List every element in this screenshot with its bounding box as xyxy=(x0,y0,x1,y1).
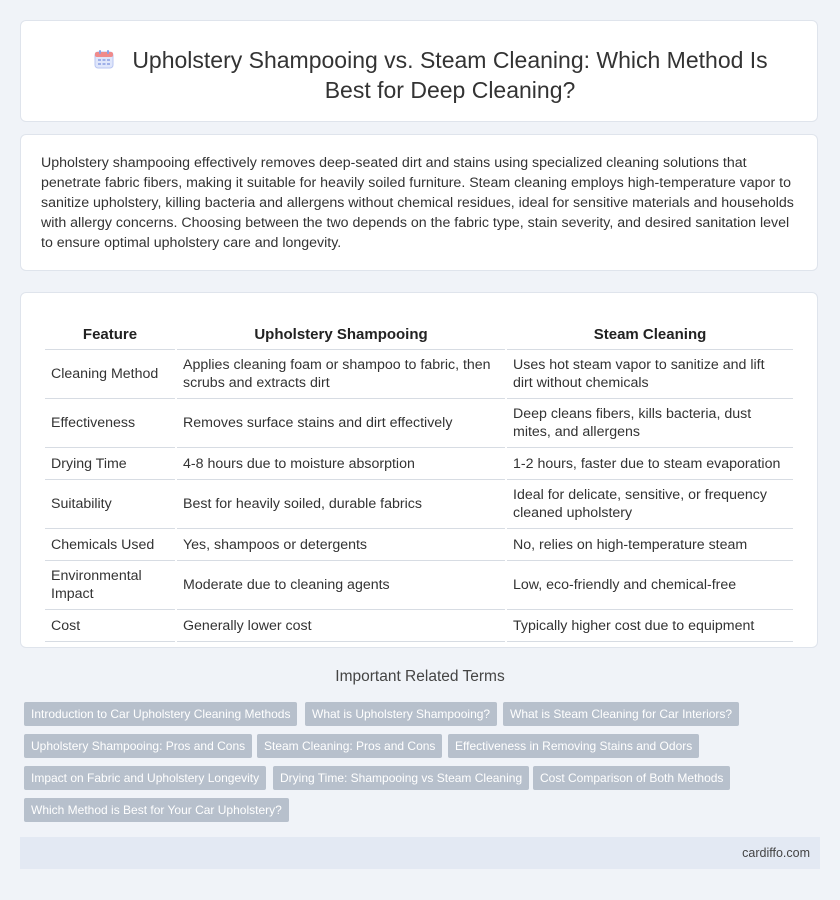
comparison-table-card xyxy=(20,292,818,648)
table-row xyxy=(45,561,793,610)
feature-cell: Environmental Impact xyxy=(45,561,175,610)
feature-cell: Cost xyxy=(45,610,175,642)
shampooing-cell: Yes, shampoos or detergents xyxy=(177,529,505,561)
shampooing-cell: Generally lower cost xyxy=(177,610,505,642)
steam-cell: 1-2 hours, faster due to steam evaporation xyxy=(507,448,793,480)
table-row xyxy=(45,448,793,480)
related-term-tag[interactable]: Introduction to Car Upholstery Cleaning Methods xyxy=(24,702,297,726)
steam-cell: Low, eco-friendly and chemical-free xyxy=(507,561,793,610)
intro-paragraph: Upholstery shampooing effectively removes deep-seated dirt and stains using specialized cleaning solutions that penetrate fabric fibers, making it suitable for heavily soiled furniture. Steam cleaning employs high-temperature vapor to sanitize upholstery, killing bacteria and allergens without chemical residues, ideal for sensitive materials and households with allergy concerns. Choosing between the two depends on the fabric type, stain severity, and desired sanitation level to ensure optimal upholstery care and longevity. xyxy=(41,155,794,251)
feature-cell: Effectiveness xyxy=(45,399,175,448)
page-title: Upholstery Shampooing vs. Steam Cleaning: Which Method Is Best for Deep Cleaning? xyxy=(132,47,768,103)
shampooing-cell: Moderate due to cleaning agents xyxy=(177,561,505,610)
footer-site-link[interactable]: cardiffo.com xyxy=(742,846,810,860)
feature-cell: Suitability xyxy=(45,480,175,529)
table-header-row xyxy=(45,313,793,350)
feature-cell: Drying Time xyxy=(45,448,175,480)
steam-cell: No, relies on high-temperature steam xyxy=(507,529,793,561)
table-row xyxy=(45,350,793,399)
related-term-tag[interactable]: What is Upholstery Shampooing? xyxy=(305,702,497,726)
table-row xyxy=(45,610,793,642)
header-steam: Steam Cleaning xyxy=(507,313,793,350)
steam-cell: Ideal for delicate, sensitive, or frequency cleaned upholstery xyxy=(507,480,793,529)
related-term-tag[interactable]: Impact on Fabric and Upholstery Longevity xyxy=(24,766,266,790)
steam-cell: Typically higher cost due to equipment xyxy=(507,610,793,642)
comparison-table xyxy=(43,313,795,642)
related-term-tag[interactable]: Which Method is Best for Your Car Upholstery? xyxy=(24,798,289,822)
related-term-tag[interactable]: Drying Time: Shampooing vs Steam Cleaning xyxy=(273,766,529,790)
header-feature: Feature xyxy=(45,313,175,350)
related-term-tag[interactable]: What is Steam Cleaning for Car Interiors? xyxy=(503,702,739,726)
table-row xyxy=(45,480,793,529)
steam-cell: Uses hot steam vapor to sanitize and lift dirt without chemicals xyxy=(507,350,793,399)
table-row xyxy=(45,529,793,561)
shampooing-cell: 4-8 hours due to moisture absorption xyxy=(177,448,505,480)
related-term-tag[interactable]: Steam Cleaning: Pros and Cons xyxy=(257,734,442,758)
header-shampooing: Upholstery Shampooing xyxy=(177,313,505,350)
related-terms-heading: Important Related Terms xyxy=(335,668,505,685)
feature-cell: Cleaning Method xyxy=(45,350,175,399)
footer xyxy=(20,837,820,869)
calendar-icon xyxy=(93,48,115,70)
intro-card xyxy=(20,134,818,271)
shampooing-cell: Applies cleaning foam or shampoo to fabric, then scrubs and extracts dirt xyxy=(177,350,505,399)
header-card xyxy=(20,20,818,122)
feature-cell: Chemicals Used xyxy=(45,529,175,561)
table-row xyxy=(45,399,793,448)
steam-cell: Deep cleans fibers, kills bacteria, dust mites, and allergens xyxy=(507,399,793,448)
related-term-tag[interactable]: Cost Comparison of Both Methods xyxy=(533,766,730,790)
shampooing-cell: Removes surface stains and dirt effectively xyxy=(177,399,505,448)
shampooing-cell: Best for heavily soiled, durable fabrics xyxy=(177,480,505,529)
related-term-tag[interactable]: Upholstery Shampooing: Pros and Cons xyxy=(24,734,252,758)
related-term-tag[interactable]: Effectiveness in Removing Stains and Odors xyxy=(448,734,699,758)
